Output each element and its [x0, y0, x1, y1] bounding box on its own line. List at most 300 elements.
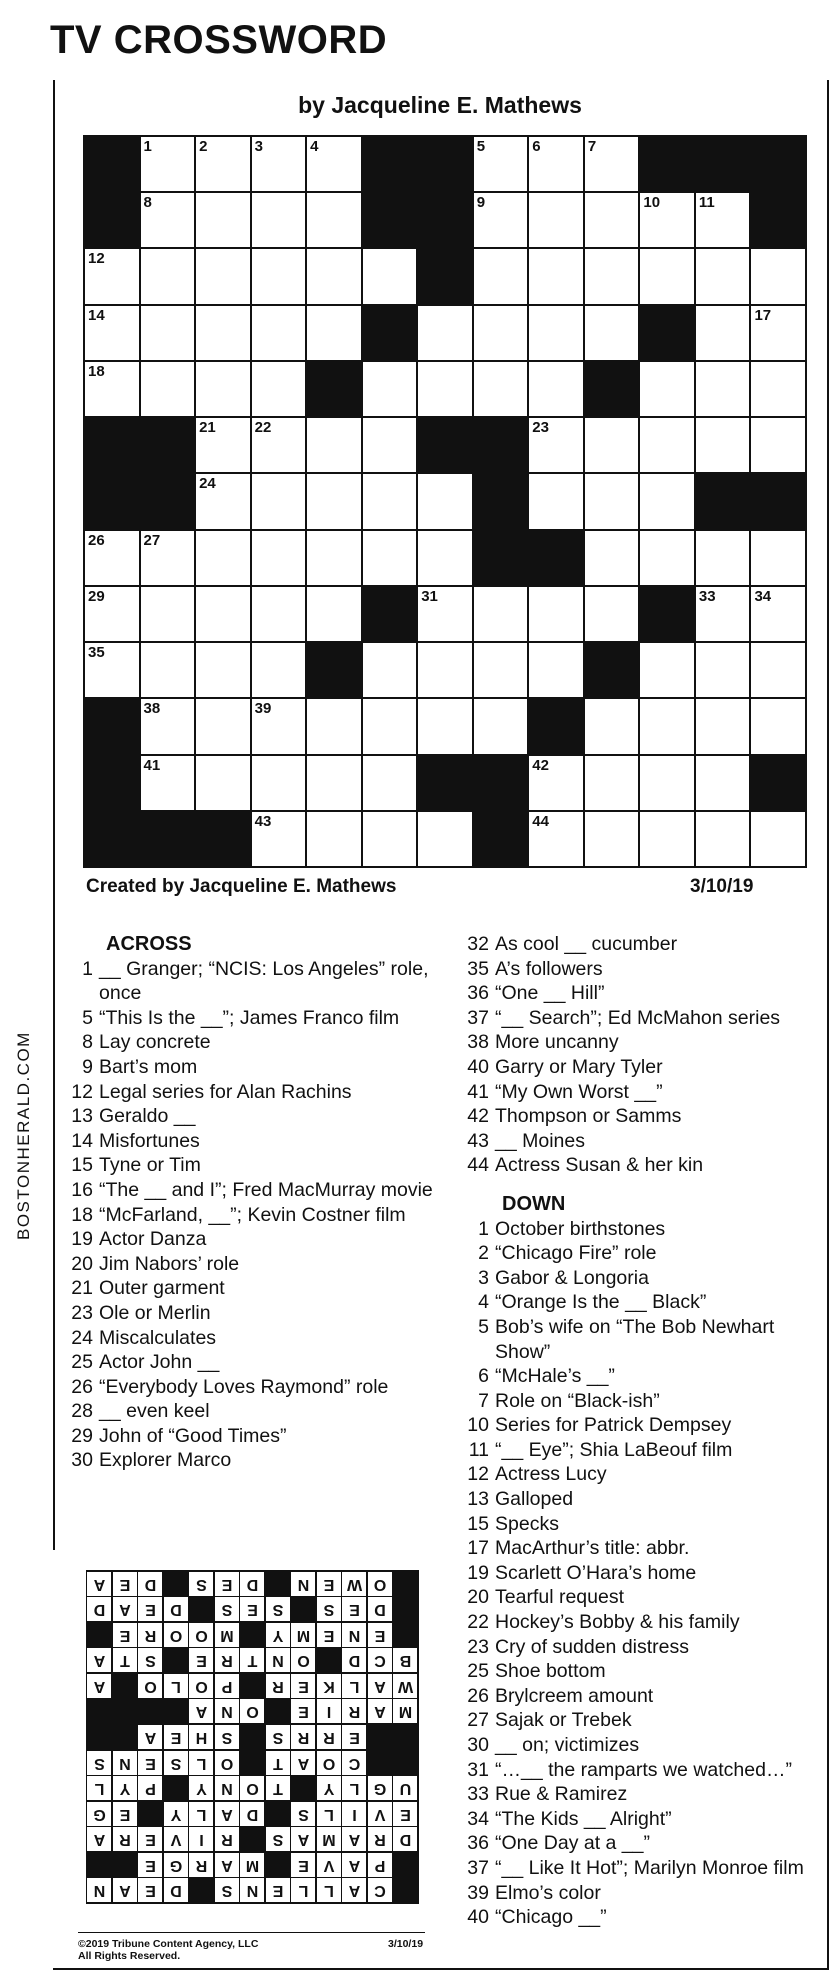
grid-cell[interactable] — [751, 643, 805, 697]
grid-cell[interactable] — [529, 137, 583, 191]
grid-cell[interactable] — [640, 193, 694, 247]
grid-cell[interactable] — [307, 306, 361, 360]
clue-text: “My Own Worst __” — [495, 1080, 663, 1103]
grid-cell[interactable] — [141, 306, 195, 360]
clue-number: 37 — [467, 1006, 489, 1029]
clue-text: “McHale’s __” — [495, 1365, 615, 1388]
grid-cell[interactable] — [307, 756, 361, 810]
grid-cell[interactable] — [363, 531, 417, 585]
grid-cell[interactable] — [585, 531, 639, 585]
solution-cell: P — [139, 1776, 163, 1800]
grid-cell[interactable] — [751, 587, 805, 641]
grid-cell[interactable] — [307, 249, 361, 303]
grid-cell[interactable] — [196, 249, 250, 303]
black-square — [418, 137, 472, 191]
clue-number: 13 — [467, 1488, 489, 1511]
grid-cell[interactable] — [640, 249, 694, 303]
clue-number: 36 — [467, 982, 489, 1005]
grid-cell[interactable] — [529, 418, 583, 472]
solution-cell: N — [113, 1751, 137, 1775]
grid-cell[interactable] — [529, 587, 583, 641]
grid-cell[interactable] — [252, 643, 306, 697]
clue-number: 21 — [199, 419, 216, 437]
clue-number: 28 — [71, 1400, 93, 1423]
grid-cell[interactable] — [252, 418, 306, 472]
clue-number: 44 — [467, 1154, 489, 1177]
grid-cell[interactable] — [696, 362, 750, 416]
clue-number: 34 — [754, 587, 772, 605]
solution-cell: A — [113, 1878, 137, 1902]
clue-number: 29 — [71, 1424, 93, 1447]
clue-number: 2 — [199, 138, 208, 155]
clue-text: __ even keel — [99, 1400, 210, 1423]
grid-cell[interactable] — [474, 643, 528, 697]
solution-cell: M — [394, 1699, 418, 1723]
grid-cell[interactable] — [585, 137, 639, 191]
grid-cell[interactable] — [696, 756, 750, 810]
clue-text: __ Granger; “NCIS: Los Angeles” role, once — [99, 957, 429, 1005]
copyright-date: 3/10/19 — [388, 1938, 424, 1950]
grid-cell[interactable] — [307, 531, 361, 585]
clue-number: 18 — [88, 362, 105, 380]
grid-cell[interactable] — [141, 756, 195, 810]
across-clue — [66, 1448, 446, 1473]
grid-cell[interactable] — [696, 249, 750, 303]
solution-cell: P — [215, 1674, 239, 1698]
clue-text: Misfortunes — [99, 1129, 200, 1152]
solution-cell: E — [139, 1827, 163, 1851]
grid-cell[interactable] — [363, 643, 417, 697]
grid-cell[interactable] — [751, 249, 805, 303]
solution-cell: E — [113, 1572, 137, 1596]
clue-number: 12 — [467, 1463, 489, 1486]
solution-cell: S — [215, 1725, 239, 1749]
solution-cell: N — [241, 1878, 265, 1902]
clue-number: 1 — [478, 1217, 489, 1240]
black-square — [474, 812, 528, 866]
clue-number: 15 — [467, 1512, 489, 1535]
solution-cell: A — [88, 1648, 112, 1672]
grid-cell[interactable] — [640, 756, 694, 810]
grid-cell[interactable] — [585, 812, 639, 866]
solution-cell: B — [394, 1648, 418, 1672]
grid-cell[interactable] — [585, 474, 639, 528]
solution-cell: O — [317, 1751, 341, 1775]
solution-cell: N — [215, 1699, 239, 1723]
clue-number: 11 — [468, 1438, 489, 1461]
grid-cell[interactable] — [751, 531, 805, 585]
grid-cell[interactable] — [141, 362, 195, 416]
solution-cell: D — [368, 1597, 392, 1621]
grid-cell[interactable] — [418, 643, 472, 697]
grid-cell[interactable] — [196, 643, 250, 697]
black-square — [418, 249, 472, 303]
solution-cell: D — [241, 1572, 265, 1596]
solution-cell: K — [317, 1674, 341, 1698]
down-clue — [462, 1413, 827, 1438]
black-square — [141, 418, 195, 472]
grid-cell[interactable] — [307, 587, 361, 641]
across-clue — [462, 981, 827, 1006]
clue-number: 5 — [82, 1006, 93, 1029]
grid-cell[interactable] — [696, 193, 750, 247]
solution-cell: A — [368, 1674, 392, 1698]
clue-number: 19 — [71, 1228, 93, 1251]
clue-text: “One Day at a __” — [495, 1832, 650, 1855]
grid-cell[interactable] — [85, 531, 139, 585]
solution-cell: E — [292, 1674, 316, 1698]
grid-cell[interactable] — [252, 362, 306, 416]
clue-number: 6 — [532, 138, 541, 155]
grid-cell[interactable] — [252, 193, 306, 247]
grid-cell[interactable] — [696, 699, 750, 753]
across-clue — [462, 1153, 827, 1178]
grid-cell[interactable] — [252, 531, 306, 585]
grid-cell[interactable] — [363, 362, 417, 416]
grid-cell[interactable] — [640, 699, 694, 753]
grid-cell[interactable] — [474, 193, 528, 247]
grid-cell[interactable] — [196, 306, 250, 360]
down-clue — [462, 1733, 827, 1758]
clue-number: 5 — [476, 138, 486, 155]
grid-cell[interactable] — [474, 362, 528, 416]
across-clue — [462, 932, 827, 957]
black-square — [640, 306, 694, 360]
grid-cell[interactable] — [141, 699, 195, 753]
grid-cell[interactable] — [307, 193, 361, 247]
solution-cell: W — [394, 1674, 418, 1698]
grid-cell[interactable] — [585, 587, 639, 641]
black-square — [363, 193, 417, 247]
black-square — [474, 756, 528, 810]
grid-cell[interactable] — [252, 249, 306, 303]
solution-cell: Y — [266, 1623, 290, 1647]
solution-cell: T — [113, 1648, 137, 1672]
clue-text: Ole or Merlin — [99, 1301, 211, 1324]
clue-text: Thompson or Samms — [495, 1105, 682, 1128]
grid-cell[interactable] — [696, 418, 750, 472]
clue-number: 12 — [71, 1080, 93, 1103]
grid-cell[interactable] — [474, 249, 528, 303]
across-clue — [66, 1080, 446, 1105]
solution-cell: G — [88, 1802, 112, 1826]
clue-number: 43 — [254, 812, 272, 830]
grid-cell[interactable] — [252, 587, 306, 641]
grid-cell[interactable] — [307, 137, 361, 191]
solution-cell: E — [241, 1597, 265, 1621]
clue-text: Outer garment — [99, 1277, 225, 1300]
grid-cell[interactable] — [141, 531, 195, 585]
clue-number: 4 — [310, 138, 319, 155]
solution-cell: E — [292, 1699, 316, 1723]
across-clue — [462, 957, 827, 982]
grid-cell[interactable] — [141, 193, 195, 247]
grid-cell[interactable] — [307, 474, 361, 528]
grid-cell[interactable] — [418, 474, 472, 528]
grid-cell[interactable] — [529, 306, 583, 360]
solution-cell: S — [139, 1648, 163, 1672]
clue-number: 10 — [467, 1414, 489, 1437]
clue-text: Actor Danza — [99, 1228, 207, 1251]
grid-cell[interactable] — [141, 643, 195, 697]
solution-cell: E — [317, 1572, 341, 1596]
grid-cell[interactable] — [751, 362, 805, 416]
grid-cell[interactable] — [363, 756, 417, 810]
grid-cell[interactable] — [252, 306, 306, 360]
grid-cell[interactable] — [85, 643, 139, 697]
grid-cell[interactable] — [474, 306, 528, 360]
solution-cell: C — [368, 1648, 392, 1672]
grid-cell[interactable] — [418, 699, 472, 753]
solution-cell: D — [343, 1648, 367, 1672]
grid-cell[interactable] — [85, 306, 139, 360]
solution-cell: V — [368, 1802, 392, 1826]
solution-cell: D — [164, 1597, 188, 1621]
black-square — [418, 418, 472, 472]
grid-cell[interactable] — [585, 418, 639, 472]
solution-cell: R — [113, 1827, 137, 1851]
clue-text: “The __ and I”; Fred MacMurray movie — [99, 1178, 433, 1201]
clue-number: 7 — [587, 138, 597, 155]
grid-cell[interactable] — [363, 249, 417, 303]
clue-number: 37 — [467, 1856, 489, 1879]
grid-cell[interactable] — [529, 643, 583, 697]
grid-cell[interactable] — [696, 306, 750, 360]
across-heading: ACROSS — [106, 933, 192, 955]
solution-cell: D — [164, 1878, 188, 1902]
solution-cell: G — [164, 1853, 188, 1877]
grid-cell[interactable] — [529, 756, 583, 810]
grid-cell[interactable] — [307, 418, 361, 472]
down-clue — [462, 1782, 827, 1807]
grid-cell[interactable] — [196, 587, 250, 641]
solution-cell: R — [266, 1674, 290, 1698]
down-clue — [462, 1610, 827, 1635]
grid-cell[interactable] — [585, 193, 639, 247]
copyright-divider — [78, 1932, 425, 1933]
across-clue — [66, 1326, 446, 1351]
grid-cell[interactable] — [363, 474, 417, 528]
clue-number: 16 — [71, 1178, 93, 1201]
solution-cell: E — [394, 1802, 418, 1826]
clue-number: 19 — [467, 1561, 489, 1584]
clue-text: “The Kids __ Alright” — [495, 1807, 672, 1830]
grid-cell[interactable] — [751, 306, 805, 360]
grid-cell[interactable] — [529, 474, 583, 528]
grid-cell[interactable] — [196, 193, 250, 247]
grid-cell[interactable] — [640, 812, 694, 866]
grid-cell[interactable] — [418, 531, 472, 585]
solution-cell: R — [215, 1827, 239, 1851]
grid-cell[interactable] — [196, 474, 250, 528]
down-clue — [462, 1217, 827, 1242]
grid-cell[interactable] — [252, 474, 306, 528]
across-clue — [462, 1055, 827, 1080]
clue-text: “Orange Is the __ Black” — [495, 1291, 707, 1314]
solution-cell: T — [241, 1648, 265, 1672]
solution-cell: O — [139, 1674, 163, 1698]
grid-cell[interactable] — [196, 531, 250, 585]
clue-text: “__ Like It Hot”; Marilyn Monroe film — [495, 1856, 804, 1879]
grid-cell[interactable] — [85, 249, 139, 303]
clue-number: 40 — [467, 1906, 489, 1929]
grid-cell[interactable] — [529, 812, 583, 866]
solution-cell: S — [215, 1878, 239, 1902]
solution-cell: C — [343, 1751, 367, 1775]
grid-cell[interactable] — [196, 418, 250, 472]
solution-cell: A — [139, 1725, 163, 1749]
solution-cell: M — [317, 1827, 341, 1851]
clue-number: 17 — [754, 306, 772, 324]
grid-cell[interactable] — [696, 812, 750, 866]
grid-cell[interactable] — [196, 699, 250, 753]
grid-cell[interactable] — [585, 699, 639, 753]
clues-left-column — [66, 932, 446, 1473]
grid-cell[interactable] — [196, 137, 250, 191]
grid-cell[interactable] — [363, 699, 417, 753]
clue-number: 43 — [467, 1129, 489, 1152]
black-square — [418, 193, 472, 247]
grid-cell[interactable] — [529, 249, 583, 303]
solution-cell: L — [88, 1776, 112, 1800]
grid-cell[interactable] — [585, 306, 639, 360]
grid-cell[interactable] — [640, 643, 694, 697]
grid-cell[interactable] — [307, 699, 361, 753]
grid-cell[interactable] — [585, 249, 639, 303]
grid-cell[interactable] — [474, 137, 528, 191]
clue-text: __ Moines — [495, 1129, 585, 1152]
clue-text: Jim Nabors’ role — [99, 1252, 240, 1275]
solution-cell: H — [190, 1725, 214, 1749]
grid-cell[interactable] — [696, 643, 750, 697]
solution-cell: L — [292, 1878, 316, 1902]
byline: by Jacqueline E. Mathews — [298, 92, 582, 118]
black-square — [751, 756, 805, 810]
clue-number: 12 — [88, 250, 105, 268]
clue-text: MacArthur’s title: abbr. — [495, 1537, 690, 1560]
clue-text: Tyne or Tim — [99, 1154, 201, 1177]
clue-number: 20 — [467, 1586, 489, 1609]
solution-cell: E — [164, 1725, 188, 1749]
clue-number: 9 — [476, 194, 486, 212]
clue-number: 11 — [698, 194, 715, 212]
solution-cell: E — [113, 1623, 137, 1647]
solution-cell: L — [164, 1674, 188, 1698]
clue-text: “Everybody Loves Raymond” role — [99, 1375, 389, 1398]
grid-cell[interactable] — [141, 587, 195, 641]
grid-cell[interactable] — [696, 587, 750, 641]
grid-cell[interactable] — [85, 362, 139, 416]
grid-cell[interactable] — [585, 756, 639, 810]
grid-cell[interactable] — [418, 587, 472, 641]
grid-cell[interactable] — [640, 418, 694, 472]
across-clue — [66, 1153, 446, 1178]
grid-cell[interactable] — [196, 756, 250, 810]
grid-cell[interactable] — [640, 362, 694, 416]
grid-cell[interactable] — [751, 812, 805, 866]
grid-cell[interactable] — [196, 362, 250, 416]
solution-cell: E — [343, 1597, 367, 1621]
across-clue — [66, 1203, 446, 1228]
grid-cell[interactable] — [252, 699, 306, 753]
across-clue — [462, 1006, 827, 1031]
across-clue — [462, 1080, 827, 1105]
grid-cell[interactable] — [418, 812, 472, 866]
grid-cell[interactable] — [252, 812, 306, 866]
solution-cell: R — [190, 1853, 214, 1877]
clue-number: 40 — [467, 1055, 489, 1078]
grid-cell[interactable] — [141, 137, 195, 191]
black-square — [474, 531, 528, 585]
grid-cell[interactable] — [252, 756, 306, 810]
clue-number: 35 — [467, 957, 489, 980]
clue-text: Elmo’s color — [495, 1881, 601, 1904]
grid-cell[interactable] — [252, 137, 306, 191]
clue-text: __ on; victimizes — [495, 1734, 640, 1756]
grid-cell[interactable] — [418, 306, 472, 360]
clue-number: 3 — [254, 138, 263, 155]
clue-text: A’s followers — [495, 957, 603, 980]
black-square — [85, 756, 139, 810]
grid-cell[interactable] — [474, 699, 528, 753]
clue-text: Sajak or Trebek — [495, 1709, 632, 1732]
left-border-rule — [53, 80, 55, 1550]
clue-number: 1 — [143, 138, 152, 155]
solution-cell: L — [190, 1751, 214, 1775]
grid-cell[interactable] — [529, 362, 583, 416]
solution-cell: R — [343, 1699, 367, 1723]
clue-number: 13 — [71, 1105, 93, 1128]
grid-cell[interactable] — [418, 362, 472, 416]
solution-cell: E — [139, 1853, 163, 1877]
created-by-credit: Created by Jacqueline E. Mathews — [86, 876, 397, 897]
solution-cell: S — [215, 1597, 239, 1621]
clue-text: Gabor & Longoria — [495, 1266, 649, 1289]
clue-number: 23 — [467, 1635, 489, 1658]
clue-text: “McFarland, __”; Kevin Costner film — [99, 1203, 406, 1226]
grid-cell[interactable] — [640, 531, 694, 585]
down-clue — [462, 1881, 827, 1906]
solution-cell: E — [317, 1623, 341, 1647]
copyright-line: ©2019 Tribune Content Agency, LLC — [78, 1938, 259, 1950]
solution-cell: I — [317, 1699, 341, 1723]
solution-cell: A — [215, 1853, 239, 1877]
grid-cell[interactable] — [751, 418, 805, 472]
down-clue — [462, 1807, 827, 1832]
clue-text: “This Is the __”; James Franco film — [99, 1006, 400, 1029]
grid-cell[interactable] — [141, 249, 195, 303]
grid-cell[interactable] — [751, 699, 805, 753]
clue-text: “Chicago Fire” role — [495, 1242, 657, 1265]
clue-number: 10 — [643, 194, 661, 212]
grid-cell[interactable] — [529, 193, 583, 247]
grid-cell[interactable] — [640, 474, 694, 528]
grid-cell[interactable] — [474, 587, 528, 641]
black-square — [85, 812, 139, 866]
grid-cell[interactable] — [307, 812, 361, 866]
solution-cell: S — [88, 1751, 112, 1775]
down-heading: DOWN — [502, 1192, 566, 1215]
grid-cell[interactable] — [363, 812, 417, 866]
clue-text: “__ Eye”; Shia LaBeouf film — [495, 1438, 733, 1461]
solution-cell: O — [292, 1648, 316, 1672]
grid-cell[interactable] — [363, 418, 417, 472]
across-clue — [66, 1129, 446, 1154]
grid-cell[interactable] — [85, 587, 139, 641]
grid-cell[interactable] — [696, 531, 750, 585]
down-clue — [462, 1462, 827, 1487]
solution-cell: P — [368, 1853, 392, 1877]
